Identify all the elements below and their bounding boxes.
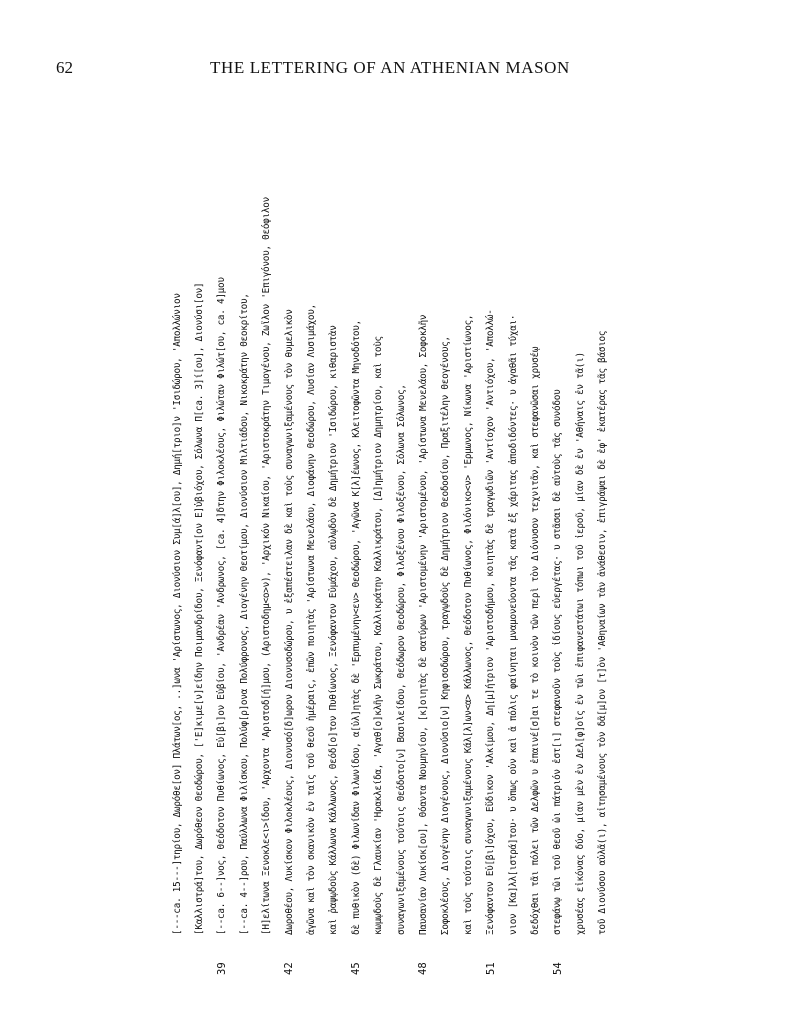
line-text: Σοφοκλέους, Διογένην Διογένους, Διονύσιο[ν] Κηφισοδώρου, τραγῳδοὺς δὲ Δημήτριον Θεοδοσίου, Πραξιτέλην Θεογένους, <box>440 336 452 935</box>
inscription-line <box>523 75 547 975</box>
line-number: 54 <box>551 962 564 975</box>
line-number: 39 <box>215 962 228 975</box>
line-text: δεδόχθαι τᾶι πόλει τῶν Δελφῶν υ ἐπαινέ[σ]αι τε τὸ κοινὸν τῶν περὶ τὸν Διόνυσον τεχνιτᾶν, καὶ στεφανῶσαι χρυσέῳ <box>529 346 541 935</box>
line-text: Παυσανίαν Λυκίσκ[ου], Θόαντα Νουμηνίου, [κ]οιητὰς δὲ σατύρων 'Αριστομένην 'Αριστομένου, 'Αρίστωνα Μενελάου, Σοφοκλῆν <box>417 314 429 935</box>
line-text: νιον [Κα]λλ[ιστρά]του· υ ὅπως οὖν καὶ ἁ πόλις φαίνηται μναμονεύοντα τᾶς κατὰ ἐξ χάριτας ἀποδιδόντες· υ ἀγαθᾶι τύχαι· <box>507 314 519 935</box>
line-text: [Η]ελίτωνα Ξενοκλε<ι>ίδου, 'Αρχοντα 'Αριστοδ[ή]μου, (Αριστοδημ<ο>ν), 'Αρχικόν Νικαίου, 'Αριστοκράτην Τιμογένου, Ζωΐλον 'Επιγόνου, Θεόφιλον <box>261 197 273 935</box>
line-text: δὲ πυθικὸν (δὲ) Φιλωνίδαν Φιλωνίδου, α[ὐλ]ητὰς δὲ 'Ερπυμένην<εν> Θεοδώρου, 'Αγῶνα Κ[λ]έωνος, Κλειτοφῶντα Μηνοδότου, <box>350 320 362 935</box>
line-text: καὶ ῥαψῳδοὺς Κάλλωνα Κάλλωνος, Θεόδ[ο]τον Πυθίωνος, Ξενόφαντον Εὐμάχου, αὐλῳδὸν δὲ Δημήτριον 'Ισιδώρου, κιθαριστὰν <box>328 325 340 935</box>
inscription-line <box>456 75 480 975</box>
line-number: 48 <box>417 962 430 975</box>
line-text: ἀγῶνα καὶ τὸν σκανικὸν ἐν ταῖς τοῦ θεοῦ ἡμέραις, ἐπῶν ποιητὰς 'Αρίστωνα Μενελάου, Διοφάνην Θεοδώρου, Λυσίαν Λυσιμάχου, <box>305 304 317 935</box>
inscription-line <box>299 75 323 975</box>
inscription-line <box>277 75 301 975</box>
line-text: Δωροθέου, Λυκίσκον Φιλοκλέους, Διονυσό[δ]ωρον Διονυσοδώρου, υ ἐξαπέστειλαν δὲ καὶ τοὺς συναγωνιξαμένους τὸν θυμελικὸν <box>283 309 295 935</box>
line-number: 51 <box>484 962 497 975</box>
line-text: Ξενόφαντον Εὐ[βι]όχου, Εὔδικον 'Αλκίμου, Δη[μ]ήτριον 'Αριστοδήμου, κοιητὰς δὲ τραγῳδιῶν 'Αντίοχον 'Αντιόχου, 'Απολλώ- <box>485 309 497 935</box>
line-text: [---ca. 15---]τηρίου, Δωρόθε[ον] Πλάτων[ος, ..]ωνα 'Αρίστωνος, Διονύσιον Συμ[ά]λ[ου], Δημή[τριο]ν 'Ισιδώρου, 'Απολλώνιον <box>171 293 183 935</box>
line-text: τοῦ Διονύσου αὐλᾶ(ι), αἰτησαμένους τὸν δᾶ[μ]ον [τ]ὸν 'Αθηναίων τὰν ἀνάθεσιν, ἐπιγράψαι δὲ ἐφ' ἑκατέρας τᾶς βάσιος <box>597 330 609 935</box>
inscription-line <box>546 75 570 975</box>
line-text: [Καλλιστρά]του, Δωρόθεον Θεοδώρου, ['Ε]κιμε[ν]είδην Ποιμανδρίδου, Ξενόφαντ[ον Ε]ὐβιόχου, Σόλωνα Π[ca. 3]ί[ου], Διονύσι[ον] <box>193 282 205 935</box>
inscription-line <box>322 75 346 975</box>
inscription-line <box>344 75 368 975</box>
line-text: [--ca. 4--]ρου, Παύλλωνα Φιλίσκου, Πολύφ[ρ]ονα Πολύφρονος, Διογένην Θεοτίμου, Διονύσιον Μιλτιάδου, Νικοκράτην Θεοκρίτου, <box>238 293 250 935</box>
line-text: καὶ τοὺς τούτοις συναγωνιξαμένους Κάλ[λ]ων<α> Κάλλωνος, Θεόδοτον Πυθίωνος, Φιλόνικο<ν> 'Ερμωνος, Νίκωνα 'Αριστίωνος, <box>462 314 474 935</box>
line-text: [--ca. 6--]νος, Θεόδοτον Πυθίωνος, Εὐ[βι]ον Εὐβίου, 'Ανδρέαν 'Ανδρωνος, [ca. 4]δτην Φιλοκλέους, Φιλώταν Φιλώτ[ου, ca. 4]μου <box>216 277 228 935</box>
inscription-line <box>255 75 279 975</box>
inscription-text-block <box>165 75 635 975</box>
inscription-line <box>232 75 256 975</box>
line-text: χρυσέας εἰκόνας δύο, μίαν μὲν ἐν Δελ[φ]οῖς ἐν τῶι ἐπιφανεστάτωι τόπωι τοῦ ἱεροῦ, μίαν δὲ ἐν 'Αθήναις ἐν τᾶ(ι) <box>574 352 586 935</box>
inscription-line <box>165 75 189 975</box>
inscription-line <box>591 75 615 975</box>
inscription-line <box>187 75 211 975</box>
inscription-line <box>501 75 525 975</box>
inscription-line <box>568 75 592 975</box>
line-text: συναγωνιξαμένους τούτοις Θεόδοτο[ν] Βασιλείδου, Θεόδωρον Θεοδώρου, Φιλοξένου Φιλοξένου, Σόλωνα Σόλωνος, <box>395 384 407 935</box>
inscription-line <box>210 75 234 975</box>
line-text: κωμῳδοὺς δὲ Γλαυκίαν 'Ηρακλείδα, 'Αγαθ[ο]κλῆν Σωκράτου, Καλλικράτην Καλλικράτου, [Δ]ημήτριον Δημητρίου, καὶ τοὺς <box>373 336 385 935</box>
inscription-line <box>434 75 458 975</box>
line-number: 45 <box>350 962 363 975</box>
inscription-line <box>367 75 391 975</box>
page-number: 62 <box>56 58 73 77</box>
inscription-line <box>411 75 435 975</box>
line-number: 42 <box>283 962 295 975</box>
line-text: στεφάνῳ τῶι τοῦ θεοῦ ὧι πάτριόν ἐστ[ι] στεφανοῦν τοὺς ἰδίους εὐεργέτας· υ στᾶσαι δὲ αὐτοὺς τᾶς συνόδου <box>552 389 564 935</box>
running-title: THE LETTERING OF AN ATHENIAN MASON <box>210 58 570 77</box>
inscription-line <box>389 75 413 975</box>
inscription-line <box>479 75 503 975</box>
